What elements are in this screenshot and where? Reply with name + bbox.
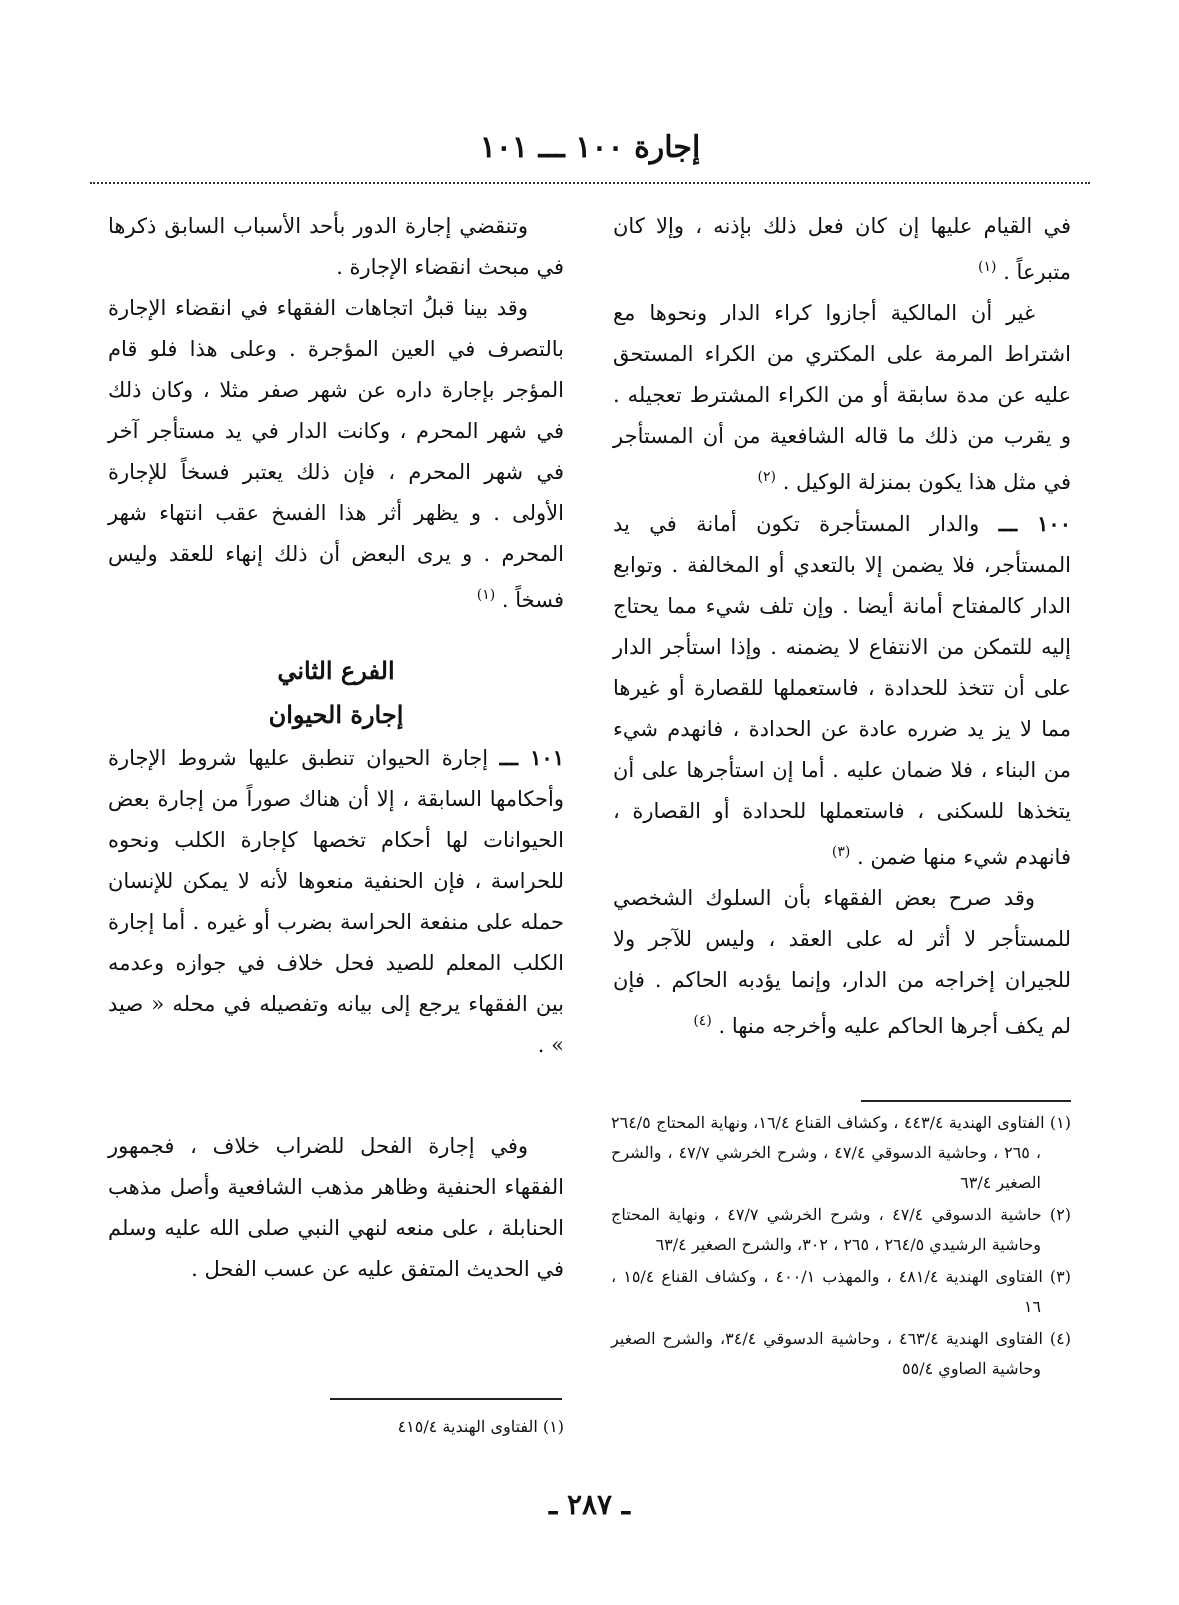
paragraph-text: والدار المستأجرة تكون أمانة في يد المستأجر، فلا يضمن إلا بالتعدي أو المخالفة . وتوابع الدار كالمفتاح أمانة أيضا . وإن تلف شيء مما يحتاج إليه للتمكن من الانتفاع لا يضمنه . وإذا استأجر الدار على أن تتخذ للحدادة ، فاستعملها للقصارة أو غيرها مما لا يز يد ضرره عادة عن الحدادة ، فانهدم شيء من البناء ، فلا ضمان عليه . أما إن استأجرها على أن يتخذها للسكنى ، فاستعملها للحدادة أو القصارة ، فانهدم شيء منها ضمن .: [613, 512, 1071, 869]
section-subheading: إجارة الحيوان: [268, 700, 404, 729]
paragraph-text: إجارة الحيوان تنطبق عليها شروط الإجارة وأحكامها السابقة ، إلا أن هناك صوراً من إجارة بعض الحيوانات لها أحكام تخصها كإجارة الكلب ونحوه للحراسة ، فإن الحنفية منعوها لأنه لا يمكن للإنسان حمله على منفعة الحراسة بضرب أو غيره . أما إجارة الكلب المعلم للصيد فحل خلاف في جوازه وعدمه بين الفقهاء يرجع إلى بيانه وتفصيله في محله « صيد » .: [108, 746, 564, 1057]
section-100: [613, 503, 1071, 878]
section-heading: الفرع الثاني: [277, 656, 395, 685]
paragraph: [108, 288, 564, 621]
header-dotted-rule: [90, 182, 1090, 184]
paragraph: [613, 206, 1071, 293]
footnote: (١) الفتاوى الهندية ٤١٥/٤: [397, 1417, 564, 1436]
spacer: [108, 1066, 564, 1126]
footnote-ref: (٢): [757, 469, 777, 485]
section-number: ١٠١ ـــ: [499, 745, 564, 770]
paragraph: وفي إجارة الفحل للضراب خلاف ، فجمهور الفقهاء الحنفية وظاهر مذهب الشافعية وأصل مذهب الحنابلة ، على منعه لنهي النبي صلى الله عليه وسلم في الحديث المتفق عليه عن عسب الفحل .: [108, 1134, 564, 1281]
footnote-ref: (١): [476, 587, 496, 603]
page-number: ـ ٢٨٧ ـ: [548, 1488, 631, 1521]
footnotes-right: [611, 1108, 1071, 1386]
paragraph: وتنقضي إجارة الدور بأحد الأسباب السابق ذكرها في مبحث انقضاء الإجارة .: [108, 214, 564, 279]
section-101: [108, 737, 564, 1066]
footnote-ref: (١): [978, 259, 997, 275]
page-header: إجارة ١٠٠ ـــ ١٠١: [479, 130, 701, 165]
footnote-rule: [330, 1398, 562, 1400]
left-column: [108, 206, 564, 1290]
footnote: (٤) الفتاوى الهندية ٤٦٣/٤ ، وحاشية الدسوقي ٣٤/٤، والشرح الصغير وحاشية الصاوي ٥٥/٤: [611, 1329, 1072, 1378]
footnote: (١) الفتاوى الهندية ٤٤٣/٤ ، وكشاف القناع ١٦/٤، ونهاية المحتاج ٢٦٤/٥ ، ٢٦٥ ، وحاشية الدسوقي ٤٧/٤ ، وشرح الخرشي ٤٧/٧ ، والشرح الصغير ٦٣/٤: [611, 1113, 1072, 1192]
footnotes-left: [108, 1412, 564, 1444]
paragraph: [613, 293, 1071, 503]
paragraph-text: غير أن المالكية أجازوا كراء الدار ونحوها مع اشتراط المرمة على المكتري من الكراء المستحق عليه عن مدة سابقة أو من الكراء المشترط تعجيله . و يقرب من ذلك ما قاله الشافعية من أن المستأجر في مثل هذا يكون بمنزلة الوكيل .: [613, 301, 1071, 494]
footnote: (٢) حاشية الدسوقي ٤٧/٤ ، وشرح الخرشي ٤٧/٧ ، ونهاية المحتاج وحاشية الرشيدي ٢٦٤/٥ ، ٢٦٥ ، ٣٠٢، والشرح الصغير ٦٣/٤: [611, 1205, 1072, 1254]
paragraph: [613, 878, 1071, 1047]
footnote-rule: [861, 1100, 1071, 1102]
spacer: [108, 621, 564, 649]
right-column: [613, 206, 1071, 1047]
paragraph-text: وقد بينا قبلُ اتجاهات الفقهاء في انقضاء الإجارة بالتصرف في العين المؤجرة . وعلى هذا فلو قام المؤجر بإجارة داره عن شهر صفر مثلا ، وكان ذلك في شهر المحرم ، وكانت الدار في يد مستأجر آخر في شهر المحرم ، فإن ذلك يعتبر فسخاً للإجارة الأولى . و يظهر أثر هذا الفسخ عقب انتهاء شهر المحرم . و يرى البعض أن ذلك إنهاء للعقد وليس فسخاً .: [108, 296, 564, 612]
section-number: ١٠٠ ـــ: [998, 511, 1071, 536]
footnote-ref: (٣): [831, 844, 851, 860]
paragraph-text: في القيام عليها إن كان فعل ذلك بإذنه ، وإلا كان متبرعاً .: [613, 214, 1071, 284]
paragraph-text: وقد صرح بعض الفقهاء بأن السلوك الشخصي للمستأجر لا أثر له على العقد ، وليس للآجر ولا للجيران إخراجه من الدار، وإنما يؤدبه الحاكم . فإن لم يكف أجرها الحاكم عليه وأخرجه منها .: [613, 886, 1071, 1038]
footnote-ref: (٤): [693, 1013, 712, 1029]
footnote: (٣) الفتاوى الهندية ٤٨١/٤ ، والمهذب ٤٠٠/١ ، وكشاف القناع ١٥/٤ ، ١٦: [611, 1267, 1071, 1316]
